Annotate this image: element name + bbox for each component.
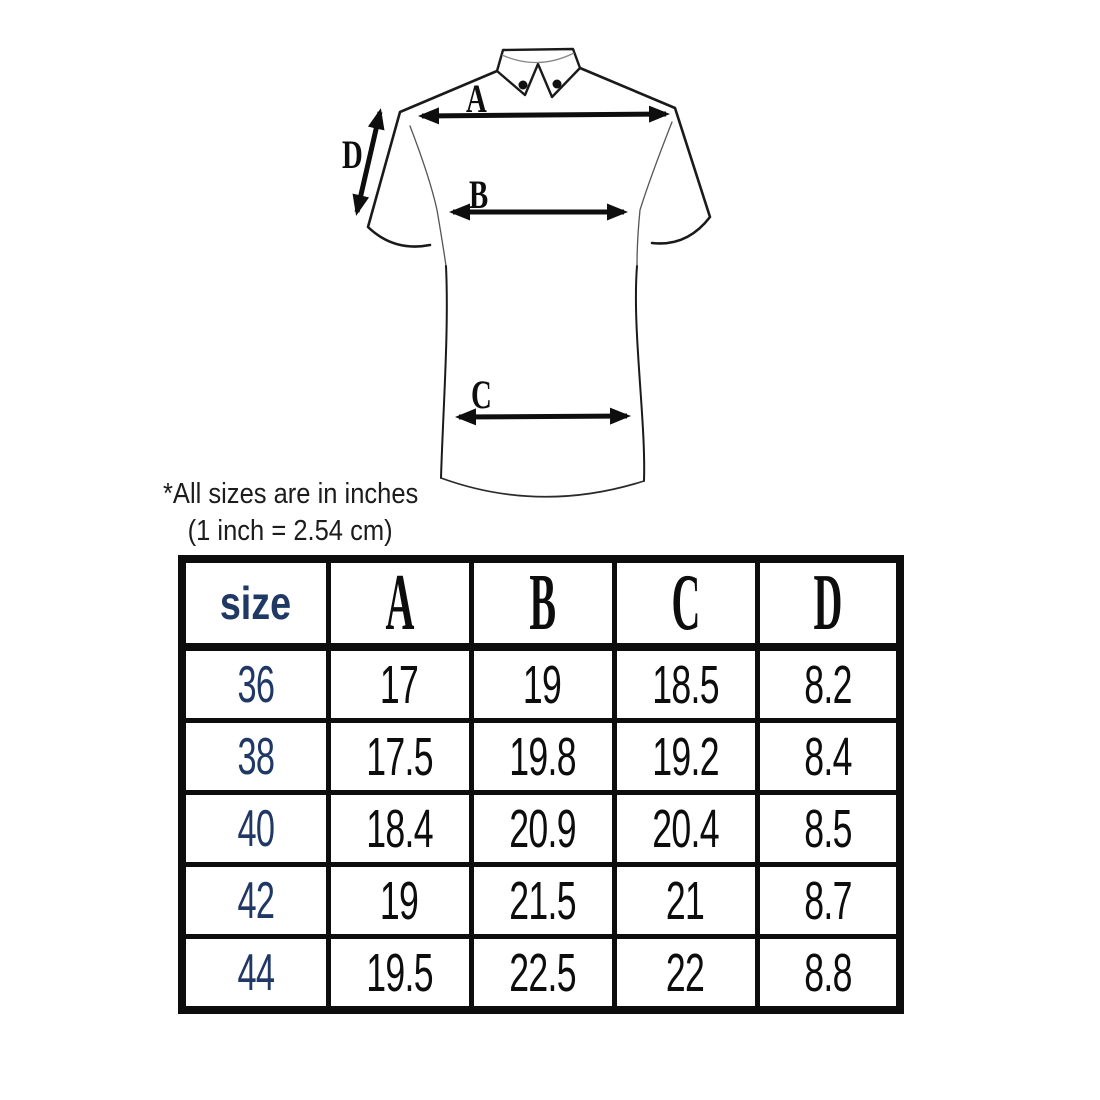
measure-value: 18.5 [652,654,719,715]
size-cell [182,721,328,793]
measure-value: 19.8 [509,726,576,787]
size-cell [182,937,328,1011]
shirt-hem [441,478,644,497]
measure-value: 8.5 [803,798,852,859]
measure-cell-c [614,647,757,721]
size-table [178,555,904,1014]
shirt-outline [368,68,710,497]
size-cell [182,793,328,865]
measure-value: 8.8 [803,942,852,1003]
col-header-a-label: A [385,559,414,647]
table-row-size-42 [182,865,900,937]
measure-label-a: A [466,76,487,122]
col-header-d-label: D [813,559,843,647]
measure-cell-d [757,647,900,721]
measure-cell-c [614,721,757,793]
size-value: 36 [237,655,275,714]
measure-value: 19 [380,870,419,931]
measure-value: 17.5 [366,726,433,787]
shirt-collar [497,49,580,97]
measure-label-b: B [469,172,489,218]
col-header-d [757,559,900,647]
measure-cell-c [614,865,757,937]
measure-value: 8.7 [803,870,852,931]
measure-arrow-a [422,114,666,116]
measure-cell-b [471,865,614,937]
units-note [163,476,453,550]
collar-button-left [519,81,528,90]
measurement-arrows [357,112,666,417]
table-row-size-40 [182,793,900,865]
shirt-right-sleeve [580,68,710,243]
measure-cell-b [471,721,614,793]
size-cell [182,647,328,721]
measure-value: 22.5 [509,942,576,1003]
measure-value: 19.5 [366,942,433,1003]
measure-value: 17 [380,654,419,715]
shirt-left-side [441,266,447,478]
size-table-header-row [182,559,900,647]
measure-cell-a [328,647,471,721]
measure-cell-a [328,937,471,1011]
units-note-line1: *All sizes are in inches [163,478,419,510]
measure-value: 22 [666,942,705,1003]
measure-cell-a [328,793,471,865]
measure-cell-b [471,793,614,865]
measure-cell-a [328,721,471,793]
table-row-size-44 [182,937,900,1011]
size-value: 38 [237,727,275,786]
measure-cell-c [614,937,757,1011]
col-header-size [182,559,328,647]
measure-cell-a [328,865,471,937]
measure-cell-d [757,865,900,937]
measure-cell-d [757,721,900,793]
size-cell [182,865,328,937]
measure-value: 19.2 [652,726,719,787]
col-header-c [614,559,757,647]
table-row-size-38 [182,721,900,793]
measure-value: 8.2 [803,654,852,715]
shirt-right-side [636,266,644,481]
measure-cell-b [471,647,614,721]
measure-cell-d [757,937,900,1011]
measure-value: 21 [666,870,705,931]
measure-cell-d [757,793,900,865]
units-note-line2: (1 inch = 2.54 cm) [187,515,393,547]
measure-cell-c [614,793,757,865]
measure-value: 20.4 [652,798,719,859]
col-header-size-label: size [220,577,292,629]
col-header-a [328,559,471,647]
measure-value: 19 [523,654,562,715]
measure-value: 20.9 [509,798,576,859]
size-value: 44 [237,943,275,1002]
table-row-size-36 [182,647,900,721]
measure-cell-b [471,937,614,1011]
measure-label-c: C [471,372,492,418]
col-header-b-label: B [529,559,556,647]
measure-value: 8.4 [803,726,852,787]
measure-value: 21.5 [509,870,576,931]
measure-label-d: D [342,132,363,178]
measure-value: 18.4 [366,798,433,859]
collar-button-right [553,80,562,89]
size-value: 42 [237,871,275,930]
col-header-c-label: C [671,559,700,647]
col-header-b [471,559,614,647]
size-value: 40 [237,799,275,858]
